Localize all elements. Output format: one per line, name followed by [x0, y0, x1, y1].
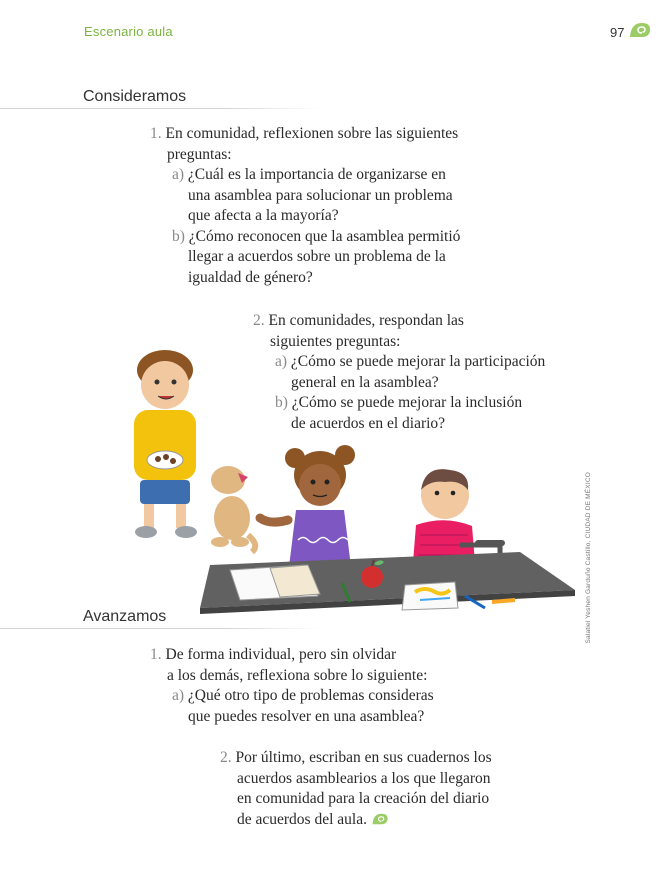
section-divider — [0, 628, 320, 629]
item-text-line: llegar a acuerdos sobre un problema de la — [188, 248, 446, 265]
item-text-line: de acuerdos del aula. — [237, 810, 367, 828]
section-divider — [0, 108, 320, 109]
item-text-line: De forma individual, pero sin olvidar — [165, 646, 397, 663]
item-text-line: siguientes preguntas: — [270, 332, 401, 350]
item-text-line: En comunidad, reflexionen sobre las siguientes — [165, 125, 459, 142]
consideramos-title: Consideramos — [83, 88, 187, 105]
boy-figure — [134, 350, 197, 538]
item-number: 1. — [150, 125, 162, 142]
item-text-line: En comunidades, respondan las — [268, 312, 464, 329]
page-number: 97 — [610, 25, 625, 40]
snail-spiral-icon — [371, 812, 389, 826]
item-text-line: general en la asamblea? — [291, 373, 439, 391]
consideramos-item-1 — [150, 124, 460, 288]
classroom-illustration — [120, 340, 580, 620]
item-letter: b) — [275, 394, 288, 411]
item-text-line: a los demás, reflexiona sobre lo siguiente: — [167, 666, 428, 684]
item-text-line: ¿Cuál es la importancia de organizarse en — [187, 166, 446, 183]
item-text-line: que puedes resolver en una asamblea? — [188, 707, 425, 725]
item-number: 1. — [150, 646, 162, 663]
avanzamos-item-1 — [150, 645, 434, 727]
item-letter: a) — [275, 353, 288, 370]
item-letter: b) — [172, 227, 185, 245]
item-text-line: ¿Cómo se puede mejorar la inclusión — [291, 394, 523, 411]
item-text-line: ¿Qué otro tipo de problemas consideras — [187, 687, 434, 704]
item-number: 2. — [220, 749, 232, 766]
avanzamos-item-2 — [220, 748, 492, 830]
item-text-line: igualdad de género? — [188, 268, 313, 286]
item-text-line: en comunidad para la creación del diario — [237, 790, 490, 807]
item-letter: a) — [172, 687, 185, 704]
section-header: Escenario aula — [84, 24, 173, 39]
item-text-line: que afecta a la mayoría? — [188, 207, 339, 224]
avanzamos-title: Avanzamos — [83, 608, 167, 625]
dog-figure — [211, 466, 255, 552]
item-number: 2. — [253, 312, 265, 329]
item-text-line: Por último, escriban en sus cuadernos los — [235, 749, 492, 766]
snail-spiral-icon — [628, 21, 652, 39]
item-text-line: ¿Cómo se puede mejorar la participación — [290, 353, 546, 370]
girl-figure — [260, 445, 355, 575]
item-text-line: de acuerdos en el diario? — [291, 414, 446, 432]
item-text-line: una asamblea para solucionar un problema — [188, 186, 453, 204]
item-letter: a) — [172, 166, 185, 183]
table-surface — [200, 552, 575, 614]
item-text-line: ¿Cómo reconocen que la asamblea permitió — [188, 227, 461, 245]
item-text-line: acuerdos asamblearios a los que llegaron — [237, 769, 491, 787]
illustration-credit: Salatiel Yeshen Garduño Castillo, CIUDAD DE MÉXICO — [585, 472, 592, 644]
item-text-line: preguntas: — [167, 145, 232, 163]
